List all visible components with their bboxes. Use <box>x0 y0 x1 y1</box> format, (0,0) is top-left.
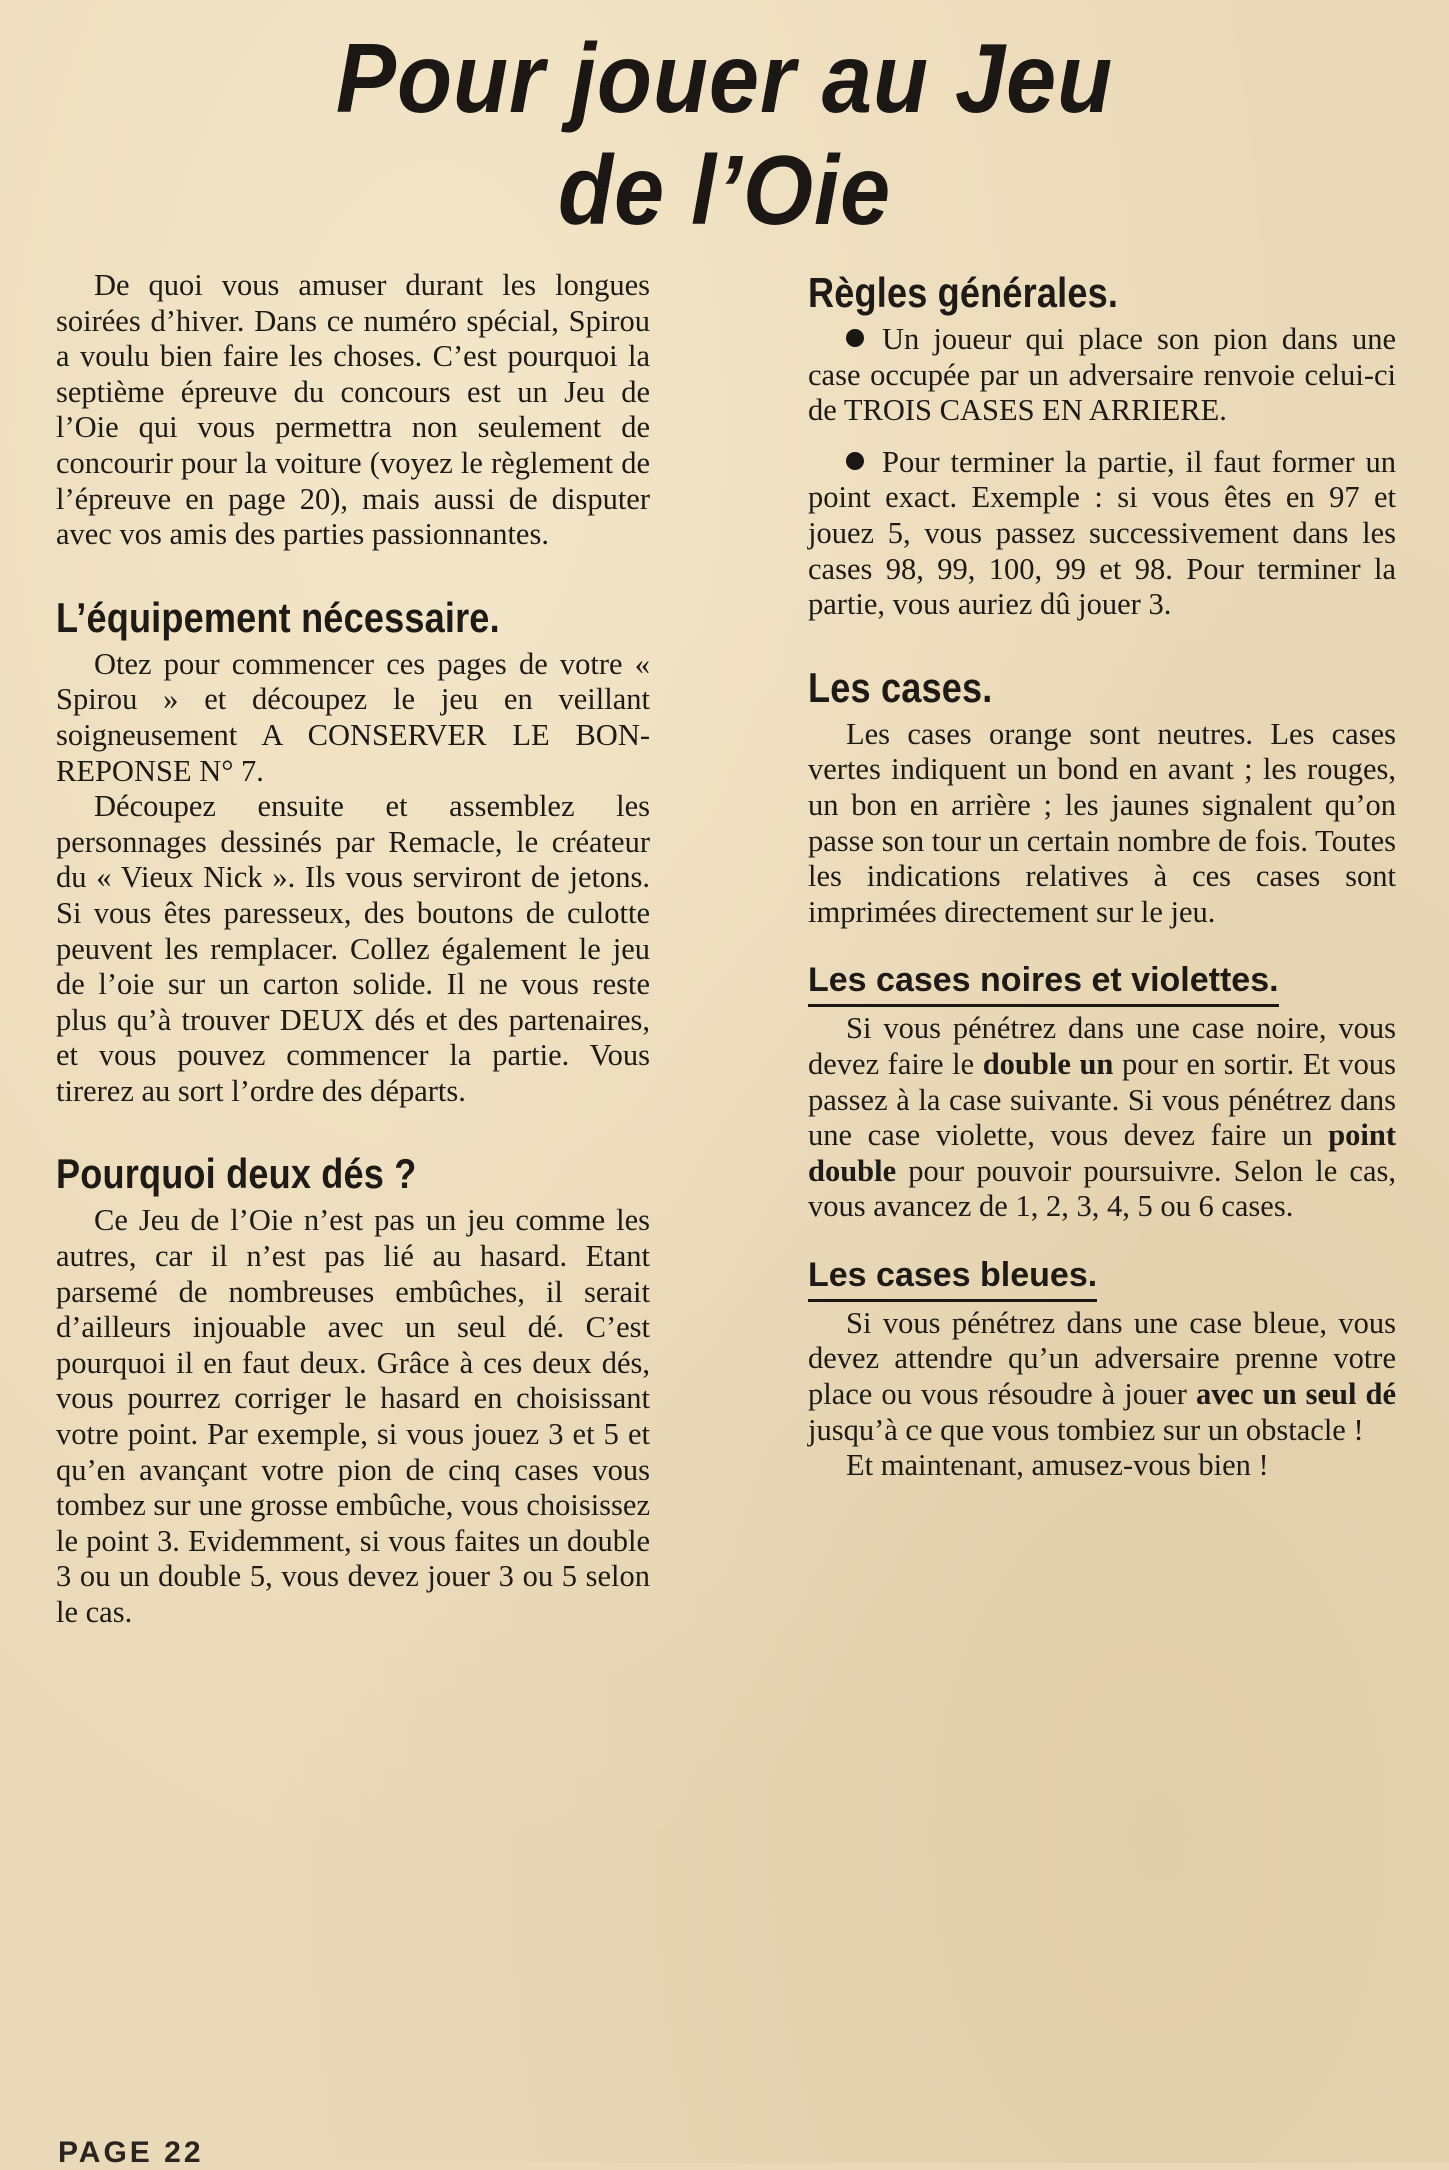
heading-two-dice: Pourquoi deux dés ? <box>56 1150 417 1198</box>
title-line-1: Pour jouer au Jeu <box>335 23 1114 133</box>
blue-text-c: jusqu’à ce que vous tombiez sur un obstacle ! <box>808 1412 1364 1447</box>
closing-paragraph: Et maintenant, amusez-vous bien ! <box>846 1448 1269 1483</box>
black-text-bold-1: double un <box>982 1046 1114 1081</box>
intro-paragraph: De quoi vous amuser durant les longues soirées d’hiver. Dans ce numéro spécial, Spirou a voulu bien faire les choses. C’est pourquoi la septième épreuve du concours est un Jeu de l’Oie qui vous permettra non seulement de concourir pour la voiture (voyez le règlement de l’épreuve en page 20), mais aussi de disputer avec vos amis des parties passionnantes. <box>56 268 650 552</box>
right-column <box>808 268 1396 1484</box>
black-text-bold-2: point double <box>808 1118 1396 1188</box>
bullet-icon <box>846 329 864 347</box>
rule-item-2-text: Pour terminer la partie, il faut former un point exact. Exemple : si vous êtes en 97 et jouez 5, vous passez successivement dans les cases 98, 99, 100, 99 et 98. Pour terminer la partie, vous auriez dû jouer 3. <box>808 444 1396 622</box>
black-text-d: pour pouvoir poursuivre. Selon le cas, vous avancez de 1, 2, 3, 4, 5 ou 6 cases. <box>808 1153 1396 1224</box>
page-title <box>58 22 1391 246</box>
left-column <box>56 268 650 1631</box>
page-number: PAGE 22 <box>58 2136 204 2169</box>
equipment-paragraph-1: Otez pour commencer ces pages de votre « Spirou » et découpez le jeu en veillant soigneusement A CONSERVER LE BON-REPONSE N° 7. <box>56 646 650 788</box>
blue-paragraph <box>808 1306 1396 1448</box>
equipment-paragraph-2: Découpez ensuite et assemblez les personnages dessinés par Remacle, le créateur du « Vieux Nick ». Ils vous serviront de jetons. Si vous êtes paresseux, des boutons de culotte peuvent les remplacer. Collez également le jeu de l’oie sur un carton solide. Il ne vous reste plus qu’à trouver DEUX dés et des partenaires, et vous pouvez commencer la partie. Vous tirerez au sort l’ordre des départs. <box>56 789 650 1108</box>
dice-paragraph: Ce Jeu de l’Oie n’est pas un jeu comme les autres, car il n’est pas lié au hasard. Etant parsemé de nombreuses embûches, il serait d’ailleurs injouable avec un seul dé. C’est pourquoi il en faut deux. Grâce à ces deux dés, vous pourrez corriger le hasard en choisissant votre point. Par exemple, si vous jouez 3 et 5 et qu’en avançant votre pion de cinq cases vous tombez sur une grosse embûche, vous choisissez le point 3. Evidemment, si vous faites un double 3 ou un double 5, vous devez jouer 3 ou 5 selon le cas. <box>56 1203 650 1629</box>
heading-cases: Les cases. <box>808 663 993 711</box>
rule-item-1 <box>808 322 1396 429</box>
black-text-c: pour en sortir. Et vous passez à la case suivante. Si vous pénétrez dans une case violette, vous devez faire un <box>808 1046 1396 1153</box>
black-violet-paragraph <box>808 1011 1396 1225</box>
heading-blue-cases: Les cases bleues. <box>808 1255 1097 1302</box>
title-line-2: de l’Oie <box>557 135 892 245</box>
heading-black-violet-cases: Les cases noires et violettes. <box>808 960 1279 1007</box>
heading-equipment: L’équipement nécessaire. <box>56 593 500 641</box>
cases-paragraph: Les cases orange sont neutres. Les cases vertes indiquent un bond en avant ; les rouges, un bon en arrière ; les jaunes signalent qu’on passe son tour un certain nombre de fois. Toutes les indications relatives à ces cases sont imprimées directement sur le jeu. <box>808 716 1396 929</box>
rule-item-1-text: Un joueur qui place son pion dans une case occupée par un adversaire renvoie celui-ci de TROIS CASES EN ARRIERE. <box>808 322 1396 428</box>
blue-text-a: Si vous pénétrez dans une case bleue, vous devez attendre qu’un adversaire prenne votre place ou vous résoudre à jouer <box>808 1305 1396 1412</box>
rule-item-2 <box>808 445 1396 623</box>
heading-general-rules: Règles générales. <box>808 269 1119 316</box>
blue-text-bold: avec un seul dé <box>1196 1377 1397 1412</box>
bullet-icon <box>846 452 864 470</box>
black-text-a: Si vous pénétrez dans une case noire, vous devez faire le <box>808 1011 1396 1081</box>
